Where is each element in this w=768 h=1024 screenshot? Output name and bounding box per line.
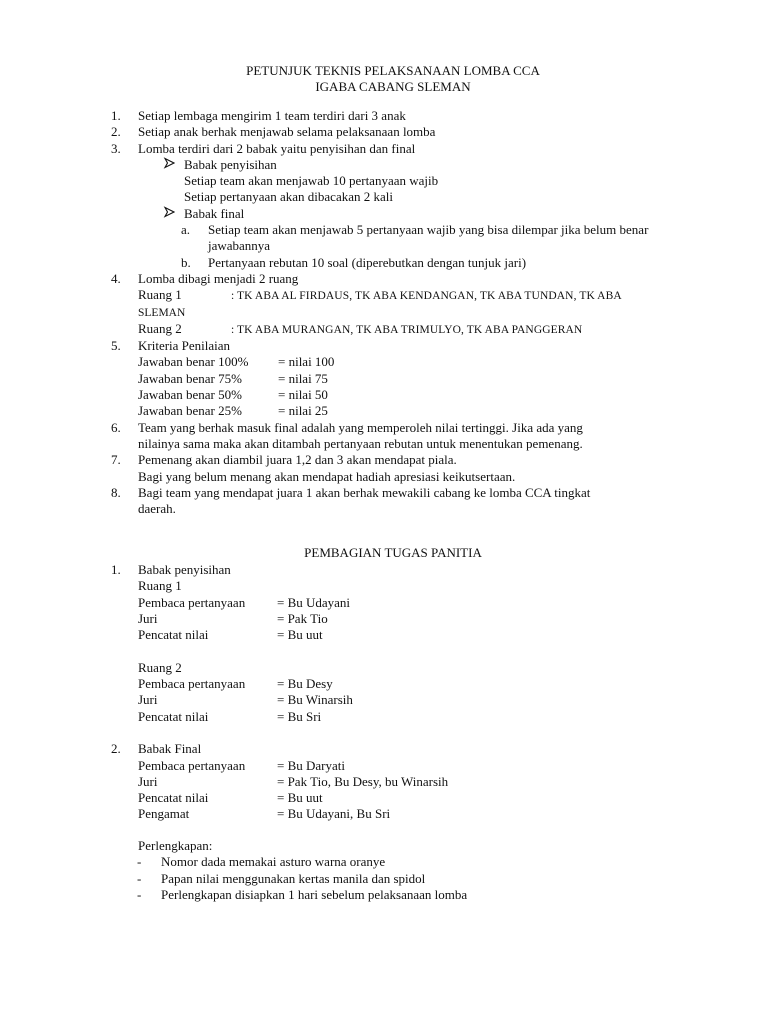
ruang-1-cont: SLEMAN xyxy=(138,306,186,319)
duty-person: = Bu Sri xyxy=(277,708,322,724)
duty-row xyxy=(138,611,768,627)
item-text-line: Team yang berhak masuk final adalah yang memperoleh nilai tertinggi. Jika ada yang xyxy=(138,419,583,435)
list-item xyxy=(137,871,768,887)
list-item xyxy=(137,854,768,870)
duty-person: = Bu Desy xyxy=(277,676,333,692)
doc-title-line1: PETUNJUK TEKNIS PELAKSANAAN LOMBA CCA xyxy=(246,63,540,78)
penyisihan-line: Setiap team akan menjawab 10 pertanyaan wajib xyxy=(184,173,439,189)
item-number: 3. xyxy=(111,140,121,156)
criteria-row xyxy=(138,371,768,387)
criteria-value: = nilai 100 xyxy=(278,354,335,370)
rules-list xyxy=(0,108,768,517)
duty-role: Juri xyxy=(138,773,158,789)
babak-penyisihan-label: Babak penyisihan xyxy=(184,156,277,172)
list-item xyxy=(0,485,768,501)
penyisihan-line: Setiap pertanyaan akan dibacakan 2 kali xyxy=(184,189,393,205)
ruang-value: : TK ABA AL FIRDAUS, TK ABA KENDANGAN, TK ABA TUNDAN, TK ABA xyxy=(231,290,622,303)
dash-bullet: - xyxy=(137,886,142,902)
list-item xyxy=(0,452,768,468)
duty-role: Juri xyxy=(138,692,158,708)
ruang-label: Ruang 2 xyxy=(138,320,182,336)
babak-penyisihan xyxy=(163,157,768,173)
final-item-b xyxy=(181,254,704,271)
criteria-row xyxy=(138,387,768,403)
section-label: Babak penyisihan xyxy=(138,562,231,577)
spacer xyxy=(0,725,768,741)
list-item xyxy=(0,338,768,354)
item-number: 8. xyxy=(111,484,121,500)
list-item xyxy=(137,887,768,903)
babak-final xyxy=(163,206,768,222)
list-item xyxy=(0,124,768,140)
duty-person: = Bu uut xyxy=(277,627,323,643)
duty-person: = Bu Winarsih xyxy=(277,692,353,708)
criteria-key: Jawaban benar 50% xyxy=(138,387,242,403)
final-item-a xyxy=(181,222,704,255)
duty-role: Pembaca pertanyaan xyxy=(138,676,246,692)
criteria-row xyxy=(138,354,768,370)
item-number: 1. xyxy=(111,108,121,123)
duty-row xyxy=(138,627,768,643)
list-item xyxy=(0,108,768,124)
section-label: Babak Final xyxy=(138,741,202,757)
duty-role: Pencatat nilai xyxy=(138,708,209,724)
duty-person: = Bu uut xyxy=(277,790,323,806)
criteria-value: = nilai 25 xyxy=(278,403,328,419)
item-text: Kriteria Penilaian xyxy=(138,338,231,354)
item-text: Nomor dada memakai asturo warna oranye xyxy=(161,854,386,870)
criteria-key: Jawaban benar 100% xyxy=(138,354,249,370)
item-number: 5. xyxy=(111,338,121,354)
list-item xyxy=(0,271,768,287)
list-item xyxy=(0,741,768,757)
item-number: 7. xyxy=(111,452,121,468)
duty-person: = Pak Tio xyxy=(277,610,328,626)
ruang-label: Ruang 1 xyxy=(138,287,182,303)
perlengkapan-title: Perlengkapan: xyxy=(138,838,213,853)
duty-row xyxy=(138,676,768,692)
panitia-list xyxy=(0,562,768,823)
doc-title-line2: IGABA CABANG SLEMAN xyxy=(315,79,471,94)
item-text: Setiap anak berhak menjawab selama pelaksanaan lomba xyxy=(138,124,436,140)
duty-role: Juri xyxy=(138,610,158,626)
item-text: Lomba terdiri dari 2 babak yaitu penyisihan dan final xyxy=(138,140,416,156)
panitia-title: PEMBAGIAN TUGAS PANITIA xyxy=(304,545,482,560)
criteria-value: = nilai 50 xyxy=(278,387,328,403)
item-text-line: Bagi team yang mendapat juara 1 akan berhak mewakili cabang ke lomba CCA tingkat xyxy=(138,484,591,500)
alpha-text: Pertanyaan rebutan 10 soal (diperebutkan dengan tunjuk jari) xyxy=(208,254,527,270)
criteria-key: Jawaban benar 75% xyxy=(138,370,242,386)
duty-person: = Pak Tio, Bu Desy, bu Winarsih xyxy=(277,773,449,789)
list-item xyxy=(0,420,768,436)
item-text-line: Pemenang akan diambil juara 1,2 dan 3 akan mendapat piala. xyxy=(138,452,457,468)
alpha-label: b. xyxy=(181,254,191,270)
duty-row xyxy=(138,774,768,790)
item-number: 1. xyxy=(111,562,121,577)
ruang-1-row xyxy=(138,287,678,304)
list-item xyxy=(0,562,768,578)
duty-row xyxy=(138,692,768,708)
criteria-value: = nilai 75 xyxy=(278,370,328,386)
item-text: Lomba dibagi menjadi 2 ruang xyxy=(138,270,299,286)
duty-row xyxy=(138,806,768,822)
item-text: Papan nilai menggunakan kertas manila dan spidol xyxy=(161,870,426,886)
item-number: 4. xyxy=(111,270,121,286)
duty-person: = Bu Udayani, Bu Sri xyxy=(277,806,391,822)
duty-person: = Bu Udayani xyxy=(277,594,351,610)
ruang-label: Ruang 2 xyxy=(138,659,182,675)
duty-role: Pembaca pertanyaan xyxy=(138,594,246,610)
item-text: Setiap lembaga mengirim 1 team terdiri dari 3 anak xyxy=(138,108,406,123)
alpha-text: Setiap team akan menjawab 5 pertanyaan wajib yang bisa dilempar jika belum benar jawabannya xyxy=(208,222,649,254)
ruang-2-row xyxy=(138,321,678,338)
item-number: 6. xyxy=(111,419,121,435)
perlengkapan-section xyxy=(0,838,768,903)
alpha-label: a. xyxy=(181,222,191,238)
item-text-line: Bagi yang belum menang akan mendapat hadiah apresiasi keikutsertaan. xyxy=(138,468,516,484)
item-text-line: nilainya sama maka akan ditambah pertanyaan rebutan untuk menentukan pemenang. xyxy=(138,435,583,451)
list-item xyxy=(0,141,768,157)
criteria-key: Jawaban benar 25% xyxy=(138,403,242,419)
spacer xyxy=(0,643,768,659)
arrowhead-bullet-icon xyxy=(163,206,175,223)
duty-row xyxy=(138,790,768,806)
ruang-value: : TK ABA MURANGAN, TK ABA TRIMULYO, TK ABA PANGGERAN xyxy=(231,323,583,336)
item-number: 2. xyxy=(111,124,121,140)
ruang-label: Ruang 1 xyxy=(138,578,182,594)
item-text-line: daerah. xyxy=(138,501,176,517)
duty-row xyxy=(138,595,768,611)
criteria-row xyxy=(138,403,768,419)
duty-row xyxy=(138,758,768,774)
duty-person: = Bu Daryati xyxy=(277,757,345,773)
dash-bullet: - xyxy=(137,854,142,870)
duty-role: Pengamat xyxy=(138,806,190,822)
dash-bullet: - xyxy=(137,870,142,886)
duty-role: Pembaca pertanyaan xyxy=(138,757,246,773)
item-number: 2. xyxy=(111,741,121,757)
duty-row xyxy=(138,709,768,725)
babak-final-label: Babak final xyxy=(184,205,245,221)
arrowhead-bullet-icon xyxy=(163,157,175,174)
duty-role: Pencatat nilai xyxy=(138,627,209,643)
item-text: Perlengkapan disiapkan 1 hari sebelum pelaksanaan lomba xyxy=(161,886,468,902)
duty-role: Pencatat nilai xyxy=(138,790,209,806)
